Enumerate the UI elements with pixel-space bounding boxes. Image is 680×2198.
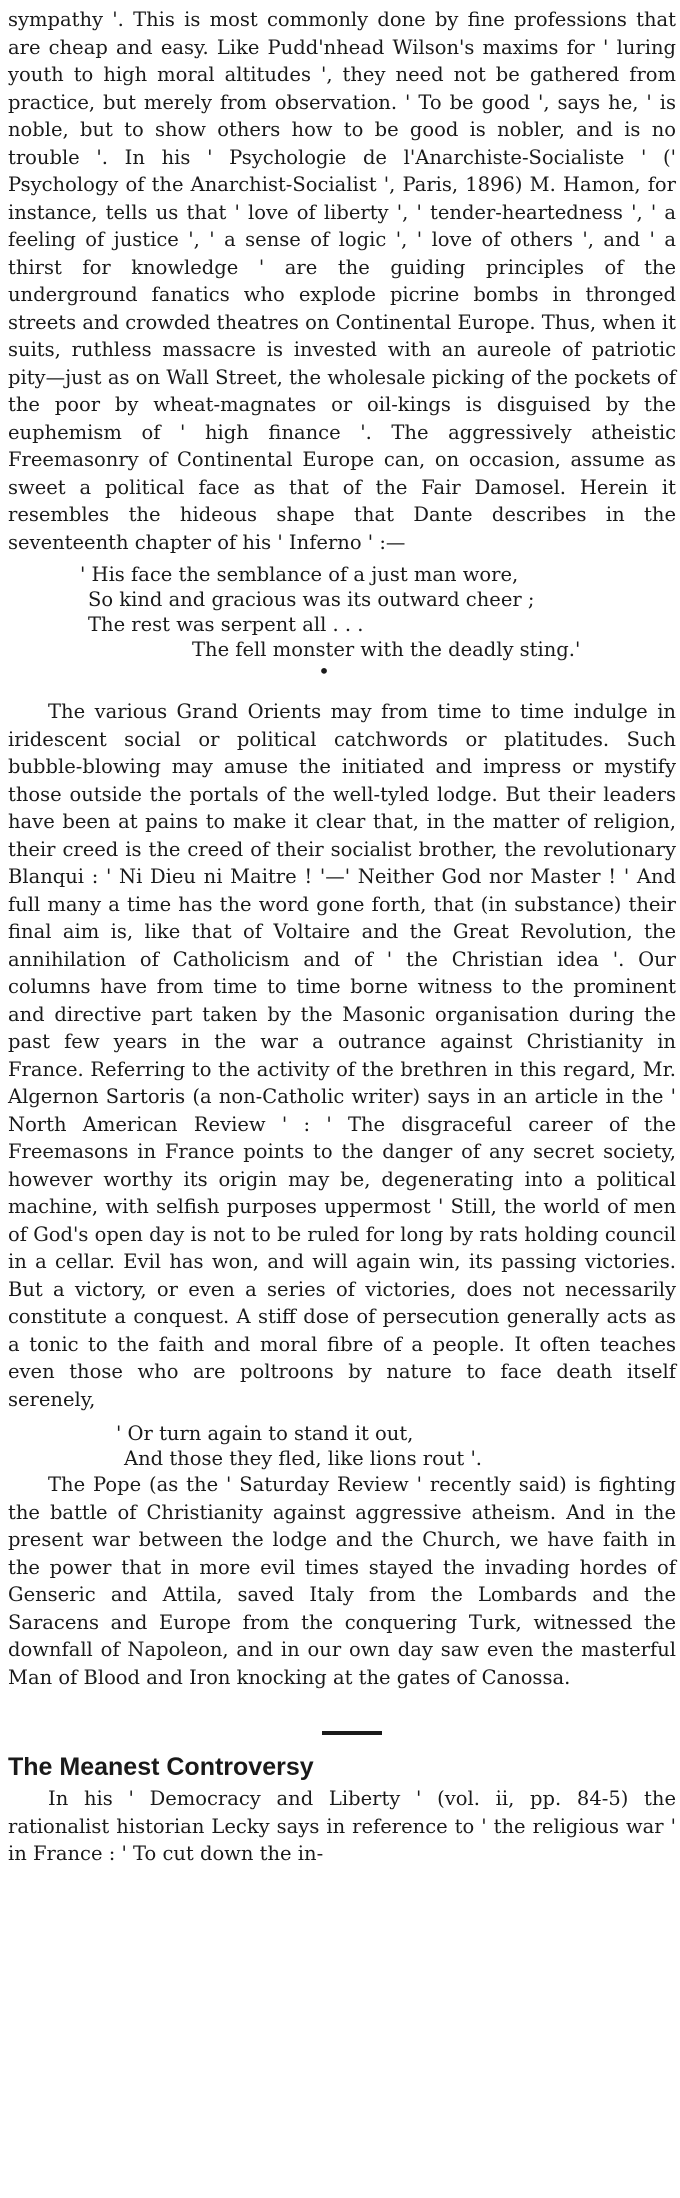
verse-line: ' Or turn again to stand it out, [116,1422,414,1445]
paragraph-sympathy: sympathy '. This is most commonly done by fine professions that are cheap and easy. Like Pudd'nhead Wilson's maxims for ' luring youth to high moral altitudes ', they need not be gathered from practice, but merely from observation. ' To be good ', says he, ' is noble, but to show others how to be good is nobler, and is no trouble '. In his ' Psychologie de l'Anarchiste-Socialiste ' (' Psychology of the Anarchist-Socialist ', Paris, 1896) M. Hamon, for instance, tells us that ' love of liberty ', ' tender-heartedness ', ' a feeling of justice ', ' a sense of logic ', ' love of others ', and ' a thirst for knowledge ' are the guiding principles of the underground fanatics who explode picrine bombs in thronged streets and crowded theatres on Continental Europe. Thus, when it suits, ruthless massacre is invested with an aureole of patriotic pity—just as on Wall Street, the wholesale picking of the pockets of the poor by wheat-magnates or oil-kings is disguised by the euphemism of ' high finance '. The aggressively atheistic Freemasonry of Continental Europe can, on occasion, assume as sweet a political face as that of the Fair Damosel. Herein it resembles the hideous shape that Dante describes in the seventeenth chapter of his ' Inferno ' :— [8,8,676,554]
verse-line: And those they fled, like lions rout '. [124,1447,482,1470]
verse-line: So kind and gracious was its outward cheer ; [88,588,535,611]
section-divider [322,1731,382,1735]
paragraph-pope: The Pope (as the ' Saturday Review ' recently said) is fighting the battle of Christianity against aggressive atheism. And in the present war between the lodge and the Church, we have faith in the power that in more evil times stayed the invading hordes of Genseric and Attila, saved Italy from the Lombards and the Saracens and Europe from the conquering Turk, witnessed the downfall of Napoleon, and in our own day saw even the masterful Man of Blood and Iron knocking at the gates of Canossa. [8,1473,676,1689]
lions-rout-verse [116,1421,676,1471]
separator-dot: • [318,659,330,683]
paragraph-grand-orients: The various Grand Orients may from time to time indulge in iridescent social or political catchwords or platitudes. Such bubble-blowing may amuse the initiated and impress or mystify those outside the portals of the well-tyled lodge. But their leaders have been at pains to make it clear that, in the matter of religion, their creed is the creed of their socialist brother, the revolutionary Blanqui : ' Ni Dieu ni Maitre ! '—' Neither God nor Master ! ' And full many a time has the word gone forth, that (in substance) their final aim is, like that of Voltaire and the Great Revolution, the annihilation of Catholicism and of ' the Christian idea '. Our columns have from time to time borne witness to the prominent and directive part taken by the Masonic organisation during the past few years in the war a outrance against Christianity in France. Referring to the activity of the brethren in this regard, Mr. Algernon Sartoris (a non-Catholic writer) says in an article in the ' North American Review ' : ' The disgraceful career of the Freemasons in France points to the danger of any secret society, however worthy its origin may be, degenerating into a political machine, with selfish purposes uppermost ' Still, the world of men of God's open day is not to be ruled for long by rats holding council in a cellar. Evil has won, and will again win, its passing victories. But a victory, or even a series of victories, does not necessarily constitute a conquest. A stiff dose of persecution generally acts as a tonic to the faith and moral fibre of a people. It often teaches even those who are poltroons by nature to face death itself serenely, [8,700,676,1411]
verse-line: The fell monster with the deadly sting.' [192,638,581,661]
verse-line: The rest was serpent all . . . [88,613,364,636]
dante-inferno-verse [80,562,676,662]
section-heading: The Meanest Controversy [8,1753,314,1781]
verse-line: ' His face the semblance of a just man wore, [80,563,519,586]
paragraph-democracy-liberty: In his ' Democracy and Liberty ' (vol. ii, pp. 84-5) the rationalist historian Lecky says in reference to ' the religious war ' in France : ' To cut down the in- [8,1787,676,1865]
